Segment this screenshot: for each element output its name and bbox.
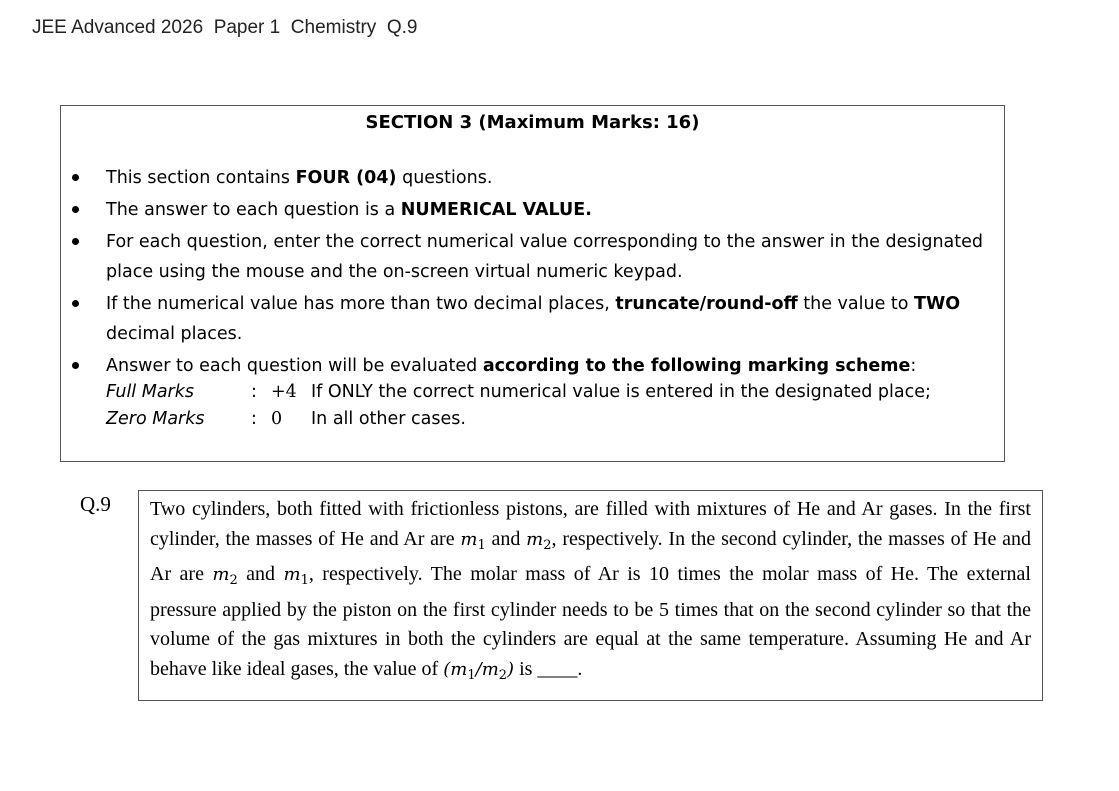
- instruction-item: Answer to each question will be evaluated according to the following marking scheme: Full Marks : +4 If ONLY the correct numerical value is entered in the designated place; Zero Marks : 0 In all other cases.: [61, 351, 1004, 433]
- instruction-item: If the numerical value has more than two decimal places, truncate/round-off the value to TWO decimal places.: [61, 289, 1004, 349]
- instructions-list: [61, 163, 1004, 435]
- section-title: SECTION 3 (Maximum Marks: 16): [365, 112, 700, 133]
- scheme-row-zero: Zero Marks : 0 In all other cases.: [106, 409, 466, 429]
- question-number: Q.9: [80, 492, 111, 516]
- page-header: JEE Advanced 2026 Paper 1 Chemistry Q.9: [32, 17, 418, 38]
- instructions-box: [60, 105, 1005, 462]
- instruction-item: This section contains FOUR (04) questions.: [61, 163, 1004, 193]
- instruction-item: For each question, enter the correct numerical value corresponding to the answer in the designated place using the mouse and the on-screen virtual numeric keypad.: [61, 227, 1004, 287]
- scheme-row-full: Full Marks : +4 If ONLY the correct numerical value is entered in the designated place;: [106, 382, 931, 402]
- marking-scheme: [106, 379, 1004, 433]
- question-text: Two cylinders, both fitted with frictionless pistons, are filled with mixtures of He and Ar gases. In the first cylinder, the masses of He and Ar are $m_1$ and $m_2$, respectively. In the second cylinder, the masses of He and Ar are $m_2$ and $m_1$, respectively. The molar mass of Ar is 10 times the molar mass of He. The external pressure applied by the piston on the first cylinder needs to be 5 times that on the second cylinder so that the volume of the gas mixtures in both the cylinders are equal at the same temperature. Assuming He and Ar behave like ideal gases, the value of $(m_1/m_2)$ is ____.: [138, 490, 1043, 701]
- instruction-item: The answer to each question is a NUMERICAL VALUE.: [61, 195, 1004, 225]
